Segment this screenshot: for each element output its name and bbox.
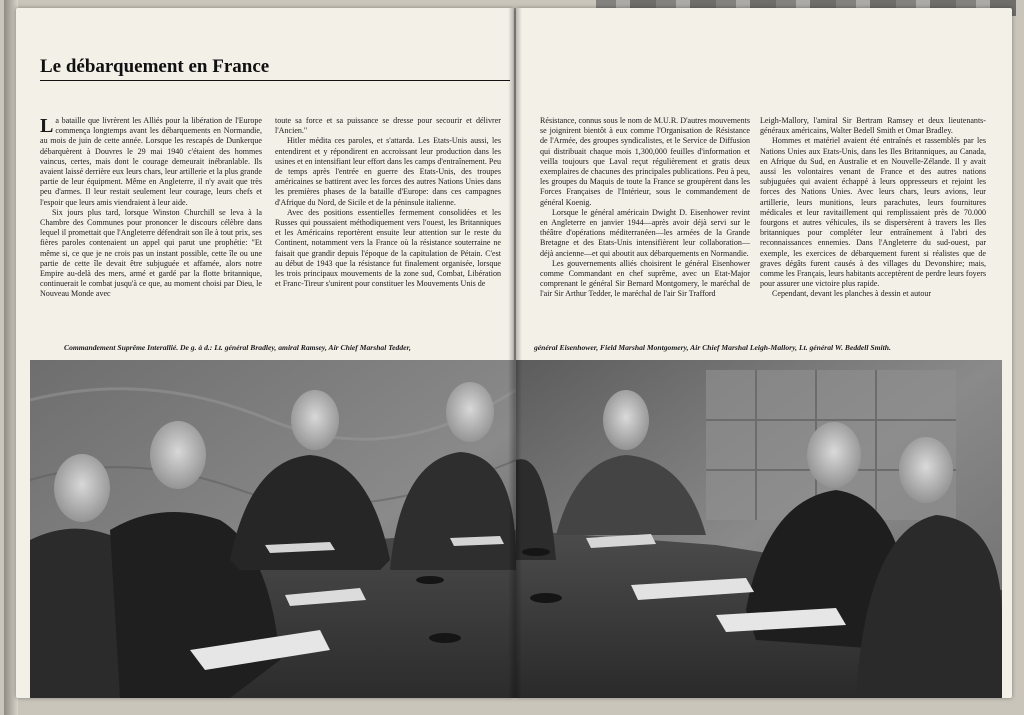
title-rule <box>40 80 510 81</box>
paragraph: La bataille que livrèrent les Alliés pour la libération de l'Europe commença longtemps avant les débarquements en Normandie, au mois de juin de cette année. Lorsque les rescapés de Dunkerque débarquèrent à Douvres le 29 mai 1940 c'étaient des hommes vaincus, certes, mais dont le courage demeurait inébranlable. Ils avaient laissé derrière eux leurs chars, leur artillerie et la plus grande partie de leur équipment. Même en Angleterre, il n'y avait que très peu d'armes. Il leur restait seulement leur courage, leurs chefs et l'espoir que leurs amis viendraient à leur aide. <box>40 116 262 207</box>
paragraph: Hommes et matériel avaient été entraînés et rassemblés par les Nations Unies aux Etats-Unis, dans les Iles Britanniques, au Canada, en Afrique du Sud, en Australie et en Nouvelle-Zélande. Il y avait aussi les volontaires venant de France et des autres nations subjuguées qui avaient échappé à leurs oppresseurs et rejoint les forces des Nations Unies. Avec leurs chars, leurs avions, leur artillerie, leurs munitions, leurs parachutes, leurs fournitures médicales et leur ravitaillement qui remplissaient près de 70.000 fourgons et autres véhicules, ils se dispersèrent à travers les Iles britanniques pour compléter leur entraînement à l'abri des reconnaissances ennemies. Dans l'Angleterre du sud-ouest, par exemple, les exercices de débarquement furent si réalistes que de graves dégâts furent causés à des villages du Devonshire; mais, comme les Français, leurs habitants acceptèrent de perdre leurs foyers pour assurer une victoire plus rapide. <box>760 136 986 289</box>
paragraph: toute sa force et sa puissance se dresse pour secourir et délivrer l'Ancien." <box>275 116 501 136</box>
text-column-2 <box>275 116 501 344</box>
text-column-3 <box>540 116 750 344</box>
photo-caption-right: général Eisenhower, Field Marshal Montgomery, Air Chief Marshal Leigh-Mallory, Lt. général W. Beddell Smith. <box>534 343 891 352</box>
paragraph: Hitler médita ces paroles, et s'attarda. Les Etats-Unis aussi, les entendirent et y répondirent en accroissant leur production dans les usines et en intensifiant leur effort dans les camps d'entraînement. Peu de temps après l'entrée en guerre des Etats-Unis, des troupes américaines se battirent avec les forces des autres Nations Unies dans les premières phases de la bataille d'Europe: dans ces campagnes d'Afrique du Nord, de Sicile et de la péninsule italienne. <box>275 136 501 207</box>
paragraph: Résistance, connus sous le nom de M.U.R. D'autres mouvements se joignirent bientôt à eux comme l'Organisation de Résistance de l'Armée, des groupes syndicalistes, et le Service de Diffusion qui distribuait chaque mois 1,300,000 feuilles d'information et veilla toujours que Laval reçut régulièrement et gratis deux exemplaires de chacunes des principales publications. Peu à peu, les groupes du Maquis de toute la France se groupèrent dans les Forces Françaises de l'Intérieur, sous le commandement de général Koenig. <box>540 116 750 207</box>
paragraph: Avec des positions essentielles fermement consolidées et les Russes qui poussaient méthodiquement vers l'ouest, les Britanniques et les Américains reportèrent ensuite leur attention sur le reste du Continent, notamment vers la France où la résistance souterraine ne faisait que grandir depuis l'époque de la capitulation de Pétain. C'est au début de 1943 que la résistance fut finalement organisée, lorsque les trois principaux mouvements de la zone sud, Combat, Libération et Franc-Tireur s'unirent pour constituer les Mouvements Unis de <box>275 207 501 289</box>
paragraph: Lorsque le général américain Dwight D. Eisenhower revint en Angleterre en janvier 1944—après avoir déjà servi sur le théâtre d'opérations méditerranéen—les armées de la Grande Bretagne et des Etats-Unis intensifièrent leur collaboration—déjà ancienne—et qui aboutit aux débarquements en Normandie. <box>540 207 750 258</box>
paragraph: Cependant, devant les planches à dessin et autour <box>772 289 932 299</box>
text-column-4 <box>760 116 986 344</box>
paragraph: Leigh-Mallory, l'amiral Sir Bertram Ramsey et deux lieutenants-généraux américains, Walter Bedell Smith et Omar Bradley. <box>760 116 986 136</box>
article-title: Le débarquement en France <box>40 56 270 77</box>
photo-caption-left: Commandement Suprême Interallié. De g. à d.: Lt. général Bradley, amiral Ramsey, Air Chief Marshal Tedder, <box>64 343 411 352</box>
text-column-1 <box>40 116 262 344</box>
photo-illustration-right <box>516 360 1002 698</box>
drop-cap: L <box>40 116 54 137</box>
paragraph: Les gouvernements alliés choisirent le général Eisenhower comme Commandant en chef suprême, avec un Etat-Major comprenant le général Sir Bernard Montgomery, le maréchal de l'air Sir Arthur Tedder, le maréchal de l'air Sir Trafford <box>540 258 750 299</box>
photo-illustration-left <box>30 360 516 698</box>
paragraph: Six jours plus tard, lorsque Winston Churchill se leva à la Chambre des Communes pour prononcer le discours célèbre dans lequel il promettait que l'Angleterre défendrait son île à tout prix, ses fières paroles contenaient un appel qui parut une prophétie: "Et même si, ce que je ne crois pas un instant possible, cette île ou une partie de cette île devait être subjuguée et affamée, alors notre Empire au-delà des mers, armé et gardé par la flotte britannique, continuerait le combat jusqu'à ce que, au moment choisi par Dieu, le Nouveau Monde avec <box>40 207 262 299</box>
photo-commanders-left <box>30 360 516 698</box>
photo-commanders-right <box>516 360 1002 698</box>
